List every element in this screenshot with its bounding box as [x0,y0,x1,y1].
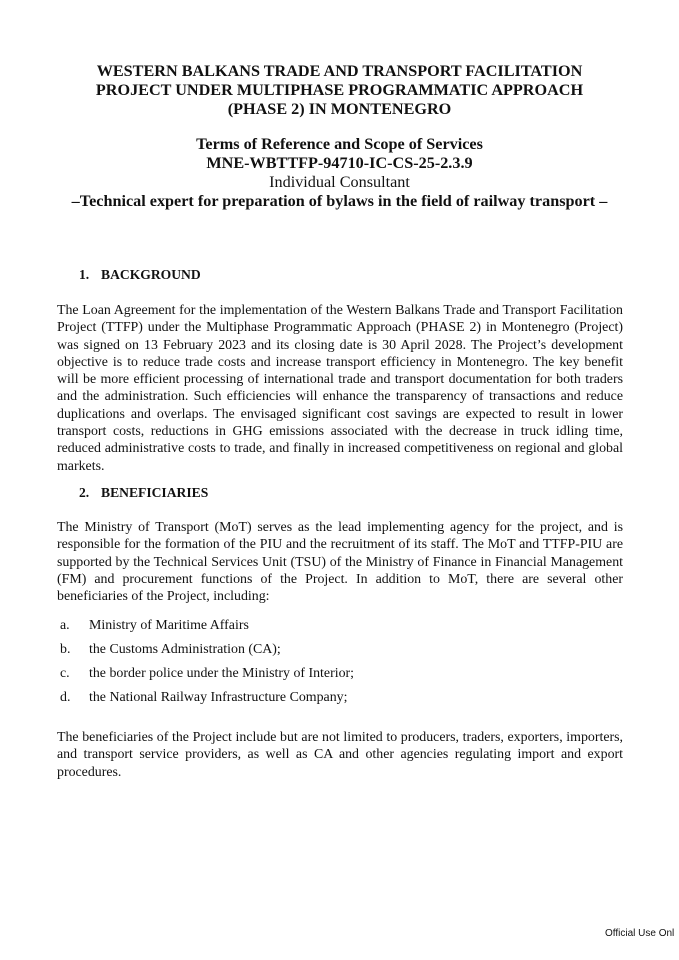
list-item [60,690,347,706]
closing-paragraph: The beneficiaries of the Project include but are not limited to producers, traders, exporters, importers, and transport service providers, as well as CA and other agencies regulating import and export procedures. [57,730,623,780]
list-marker: d. [60,690,71,705]
list-item [60,666,354,682]
section-number: 1. [79,267,90,282]
list-marker: a. [60,618,70,633]
list-text: the border police under the Ministry of Interior; [89,666,355,681]
list-text: Ministry of Maritime Affairs [89,618,249,633]
position-title: –Technical expert for preparation of bylaws in the field of railway transport – [71,192,608,210]
reference-number: MNE-WBTTFP-94710-IC-CS-25-2.3.9 [206,154,473,172]
document-title [0,62,679,119]
section-heading-background [79,267,201,283]
beneficiaries-paragraph: The Ministry of Transport (MoT) serves as the lead implementing agency for the project, and is responsible for the formation of the PIU and the recruitment of its staff. The MoT and TTFP-PIU are supported by the Technical Services Unit (TSU) of the Ministry of Finance in Financial Management (FM) and procurement functions of the Project. In addition to MoT, there are several other beneficiaries of the Project, including: [57,520,623,605]
title-line: WESTERN BALKANS TRADE AND TRANSPORT FACILITATION [96,62,583,80]
section-title: BENEFICIARIES [101,485,209,500]
section-title: BACKGROUND [101,267,201,282]
tor-heading: Terms of Reference and Scope of Services [196,135,483,153]
consultant-type: Individual Consultant [269,173,410,191]
list-marker: c. [60,666,70,681]
background-paragraph: The Loan Agreement for the implementation of the Western Balkans Trade and Transport Facilitation Project (TTFP) under the Multiphase Programmatic Approach (PHASE 2) in Montenegro (Project) was signed on 13 February 2023 and its closing date is 30 April 2028. The Project’s development objective is to reduce trade costs and increase transport efficiency in Montenegro. The key benefit will be more efficient processing of international trade and transport documentation for both traders and the administration. Such efficiencies will enhance the transparency of transactions and reduce duplications and overlaps. The envisaged significant cost savings are expected to result in lower transport costs, reductions in GHG emissions associated with the decrease in truck idling time, reduced administrative costs to trade, and finally in increased competitiveness on regional and global markets. [57,303,623,474]
section-number: 2. [79,485,90,500]
section-heading-beneficiaries [79,485,208,501]
title-line: PROJECT UNDER MULTIPHASE PROGRAMMATIC APPROACH [95,81,584,99]
list-marker: b. [60,642,71,657]
list-item [60,618,249,634]
document-subtitle [0,135,679,211]
title-line: (PHASE 2) IN MONTENEGRO [227,100,452,118]
list-text: the National Railway Infrastructure Company; [89,690,348,705]
list-text: the Customs Administration (CA); [89,642,281,657]
classification-footer: Official Use Onl [605,928,675,939]
list-item [60,642,281,658]
